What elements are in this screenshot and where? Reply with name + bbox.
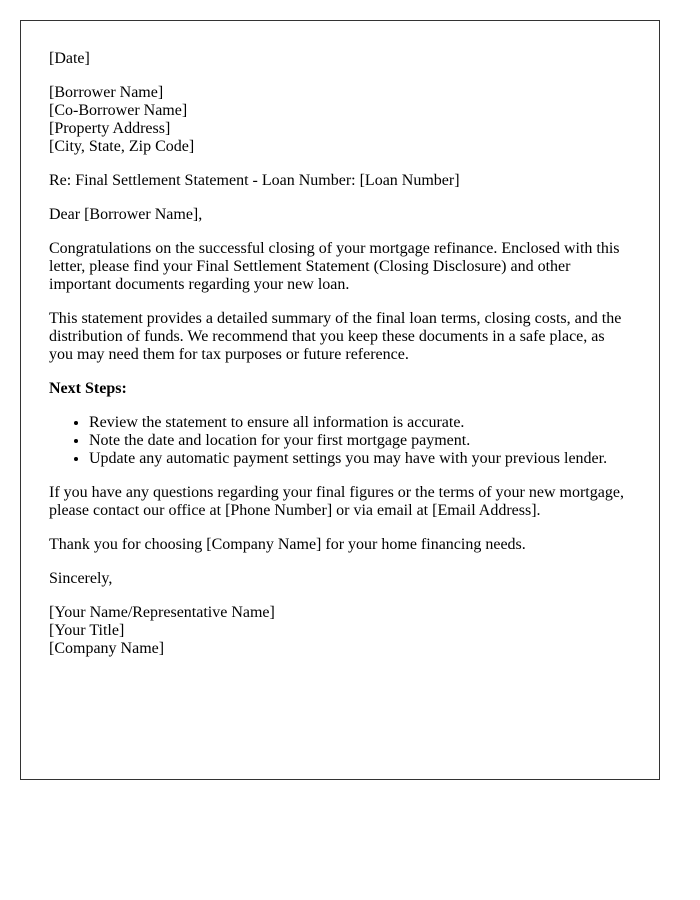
property-address: [Property Address] — [49, 120, 171, 137]
closing-text: Sincerely, — [49, 570, 113, 587]
salutation — [49, 206, 632, 224]
borrower-name: [Borrower Name] — [49, 84, 164, 101]
recipient-address-block — [49, 84, 632, 156]
signer-title: [Your Title] — [49, 622, 125, 639]
subject-line — [49, 172, 632, 190]
body-paragraph-3: If you have any questions regarding your final figures or the terms of your new mortgage, please contact our office at [Phone Number] or via email at [Email Address]. — [49, 484, 624, 519]
city-state-zip: [City, State, Zip Code] — [49, 138, 195, 155]
next-step-item: • Update any automatic payment settings you may have with your previous lender. — [89, 450, 632, 468]
next-step-item: • Review the statement to ensure all information is accurate. — [89, 414, 632, 432]
body-paragraph-2: This statement provides a detailed summary of the final loan terms, closing costs, and the distribution of funds. We recommend that you keep these documents in a safe place, as you may need them for tax purposes or future reference. — [49, 310, 622, 363]
letter-date — [49, 50, 632, 68]
next-steps-heading: Next Steps: — [49, 380, 127, 397]
letter-page — [20, 20, 660, 780]
signer-name: [Your Name/Representative Name] — [49, 604, 275, 621]
next-step-item: • Note the date and location for your first mortgage payment. — [89, 432, 632, 450]
thanks-paragraph: Thank you for choosing [Company Name] for your home financing needs. — [49, 536, 526, 553]
closing — [49, 570, 632, 588]
signature-block — [49, 604, 632, 658]
signer-company: [Company Name] — [49, 640, 165, 657]
date-text: [Date] — [49, 50, 90, 67]
next-steps-list — [49, 414, 632, 468]
subject-text: Re: Final Settlement Statement - Loan Number: [Loan Number] — [49, 172, 460, 189]
co-borrower-name: [Co-Borrower Name] — [49, 102, 188, 119]
body-paragraph-1: Congratulations on the successful closing of your mortgage refinance. Enclosed with this letter, please find your Final Settlement Statement (Closing Disclosure) and other important documents regarding your new loan. — [49, 240, 620, 293]
salutation-text: Dear [Borrower Name], — [49, 206, 203, 223]
